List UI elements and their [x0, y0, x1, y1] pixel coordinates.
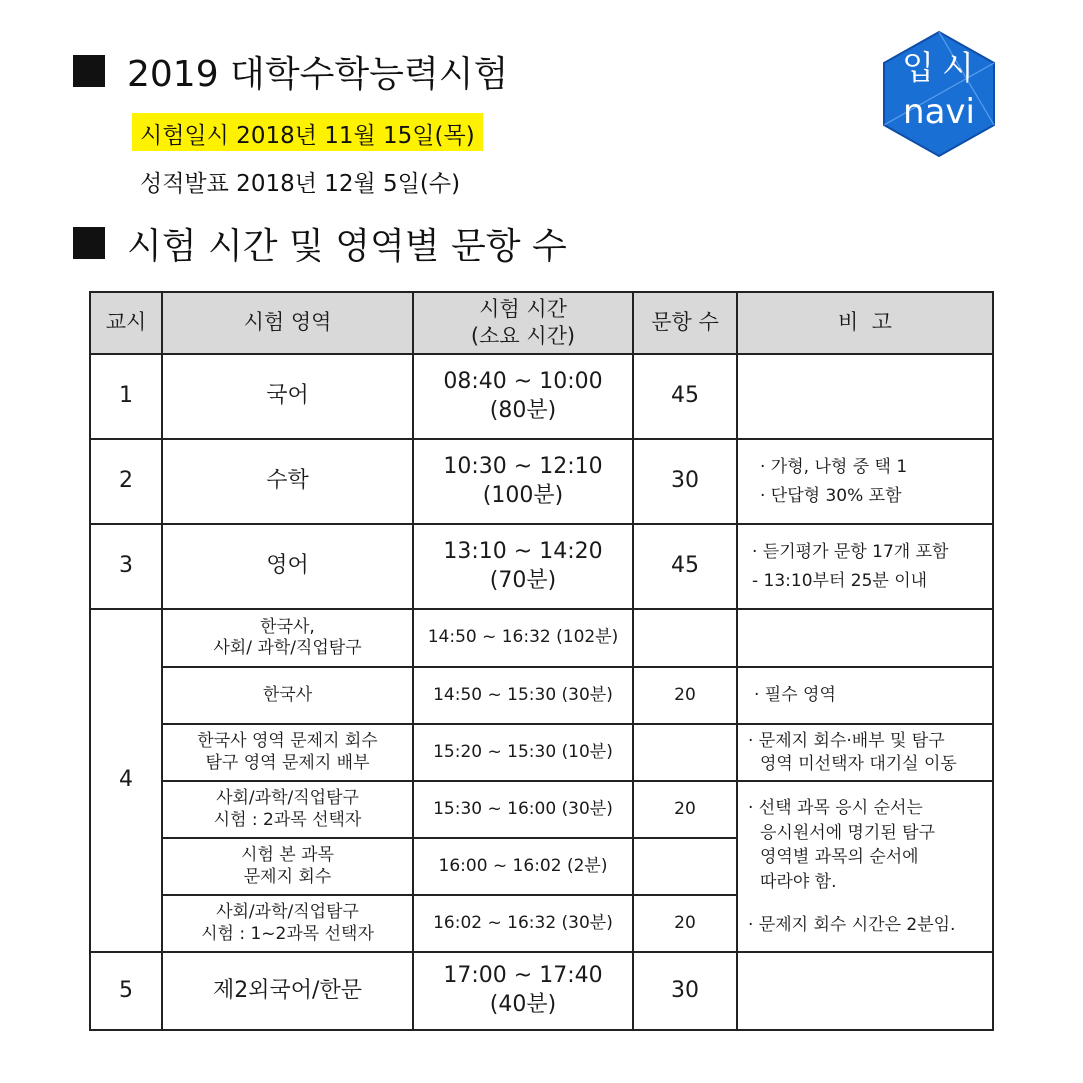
- count-cell: [633, 724, 737, 781]
- count-cell: 45: [633, 524, 737, 609]
- period-cell: 3: [90, 524, 162, 609]
- subject-cell: [162, 781, 413, 838]
- subject-cell: [162, 838, 413, 895]
- note-line: · 선택 과목 응시 순서는: [748, 798, 923, 818]
- time-line: (100분): [482, 482, 564, 508]
- time-cell: [413, 439, 633, 524]
- period-cell: 1: [90, 354, 162, 439]
- count-cell: [633, 609, 737, 667]
- period-cell: 5: [90, 952, 162, 1030]
- note-line: 따라야 함.: [760, 871, 837, 892]
- time-cell: 15:20 ~ 15:30 (10분): [413, 724, 633, 781]
- count-cell: [633, 838, 737, 895]
- subject-cell: 수학: [162, 439, 413, 524]
- subject-line: 사회/과학/직업탐구: [216, 788, 359, 809]
- logo-text: navi: [903, 92, 975, 132]
- subject-line: 시험 : 1~2과목 선택자: [201, 923, 374, 944]
- period-cell: 4: [90, 609, 162, 952]
- time-line: 10:30 ~ 12:10: [443, 453, 603, 479]
- time-cell: 14:50 ~ 15:30 (30분): [413, 667, 633, 724]
- note-line: · 가형, 나형 중 택 1: [760, 456, 908, 477]
- section-title: 시험 시간 및 영역별 문항 수: [127, 226, 567, 267]
- notes-cell: [737, 781, 993, 952]
- note-line: · 문제지 회수·배부 및 탐구: [748, 730, 945, 751]
- notes-cell: [737, 439, 993, 524]
- subject-cell: [162, 609, 413, 667]
- notes-cell: [737, 354, 993, 439]
- note-line: · 문제지 회수 시간은 2분임.: [748, 914, 956, 935]
- subject-line: 사회/ 과학/직업탐구: [213, 638, 362, 658]
- notes-cell: [737, 609, 993, 667]
- table-row: [90, 439, 993, 524]
- period-cell: 2: [90, 439, 162, 524]
- subject-line: 한국사 영역 문제지 회수: [197, 731, 378, 752]
- subject-line: 탐구 영역 문제지 배부: [205, 752, 370, 773]
- time-line: 13:10 ~ 14:20: [443, 538, 603, 564]
- time-line: (70분): [489, 567, 557, 593]
- header-period: 교시: [90, 292, 162, 354]
- table-row: [90, 609, 993, 667]
- subject-cell: 제2외국어/한문: [162, 952, 413, 1030]
- exam-schedule-table: [89, 291, 994, 1031]
- time-cell: [413, 952, 633, 1030]
- note-line: - 13:10부터 25분 이내: [752, 570, 928, 591]
- note-line: 응시원서에 명기된 탐구: [760, 822, 936, 843]
- subject-line: 시험 본 과목: [241, 845, 334, 866]
- time-cell: 15:30 ~ 16:00 (30분): [413, 781, 633, 838]
- subject-cell: [162, 724, 413, 781]
- time-cell: [413, 524, 633, 609]
- table-row: [90, 781, 993, 838]
- logo: [880, 30, 998, 158]
- time-cell: 16:02 ~ 16:32 (30분): [413, 895, 633, 952]
- subject-cell: 한국사: [162, 667, 413, 724]
- table-header-row: [90, 292, 993, 354]
- note-line: · 단답형 30% 포함: [760, 485, 902, 506]
- subject-line: 문제지 회수: [243, 866, 332, 887]
- header-count: 문항 수: [633, 292, 737, 354]
- notes-cell: [737, 952, 993, 1030]
- time-cell: [413, 354, 633, 439]
- heading-square-icon: [73, 227, 105, 259]
- table-row: [90, 667, 993, 724]
- table-row: [90, 354, 993, 439]
- count-cell: 30: [633, 439, 737, 524]
- time-line: 17:00 ~ 17:40: [443, 963, 603, 989]
- time-cell: 16:00 ~ 16:02 (2분): [413, 838, 633, 895]
- notes-cell: [737, 524, 993, 609]
- time-line: (40분): [489, 992, 557, 1017]
- header-time: [413, 292, 633, 354]
- time-line: 08:40 ~ 10:00: [443, 368, 603, 394]
- count-cell: 30: [633, 952, 737, 1030]
- time-cell: 14:50 ~ 16:32 (102분): [413, 609, 633, 667]
- header-time-line: 시험 시간: [479, 296, 567, 321]
- count-cell: 20: [633, 667, 737, 724]
- time-line: (80분): [489, 397, 557, 423]
- table-row: [90, 724, 993, 781]
- note-line: · 듣기평가 문항 17개 포함: [752, 541, 949, 562]
- count-cell: 20: [633, 781, 737, 838]
- note-line: 영역 미선택자 대기실 이동: [760, 753, 957, 774]
- subject-line: 시험 : 2과목 선택자: [213, 809, 362, 830]
- section-title: 2019 대학수학능력시험: [127, 54, 509, 95]
- count-cell: 20: [633, 895, 737, 952]
- subject-cell: 국어: [162, 354, 413, 439]
- notes-cell: · 필수 영역: [737, 667, 993, 724]
- notes-cell: [737, 724, 993, 781]
- subject-cell: 영어: [162, 524, 413, 609]
- count-cell: 45: [633, 354, 737, 439]
- subject-line: 한국사,: [260, 616, 315, 637]
- heading-square-icon: [73, 55, 105, 87]
- table-row: [90, 952, 993, 1030]
- header-time-line: (소요 시간): [470, 324, 576, 348]
- logo-text: 입시: [902, 48, 982, 87]
- header-subject: 시험 영역: [162, 292, 413, 354]
- exam-date: 시험일시 2018년 11월 15일(목): [132, 113, 483, 151]
- subject-line: 사회/과학/직업탐구: [216, 902, 359, 923]
- subject-cell: [162, 895, 413, 952]
- result-date: 성적발표 2018년 12월 5일(수): [140, 171, 461, 197]
- header-notes: 비 고: [737, 292, 993, 354]
- note-line: 영역별 과목의 순서에: [760, 847, 919, 868]
- table-row: [90, 524, 993, 609]
